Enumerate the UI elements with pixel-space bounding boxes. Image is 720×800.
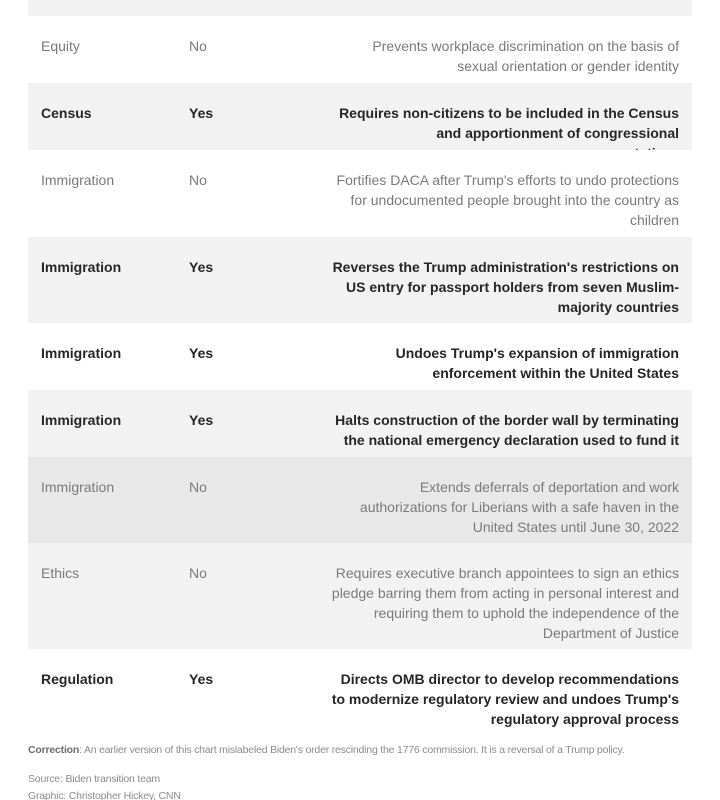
description-cell: Requires executive branch appointees to sign an ethics pledge barring them from acting in personal interest and requiring them to uphold the independence of the Department of Justice [331,565,679,641]
table-row [28,649,692,735]
table-row [28,0,692,16]
description-cell: Undoes Trump's expansion of immigration enforcement within the United States [395,345,679,381]
table-row [28,16,692,83]
reversal-cell: No [189,565,207,581]
description-cell: Directs OMB director to develop recommendations to modernize regulatory review and undoes Trump's regulatory approval process [331,671,679,727]
table-row [28,150,692,237]
table-row [28,457,692,543]
reversal-cell: Yes [189,671,214,687]
reversal-cell: Yes [189,105,214,121]
description-cell: Extends deferrals of deportation and work authorizations for Liberians with a safe haven in the United States until June 30, 2022 [359,479,679,535]
description-cell: Prevents workplace discrimination on the basis of sexual orientation or gender identity [372,38,679,74]
executive-orders-table [28,0,692,735]
topic-cell: Immigration [41,172,115,188]
topic-cell: Census [41,105,92,121]
topic-cell: Regulation [41,671,114,687]
topic-cell: Immigration [41,412,122,428]
table-row [28,237,692,323]
correction-label: Correction [28,744,80,756]
reversal-cell: No [189,172,207,188]
table-row [28,83,692,150]
description-cell: Halts construction of the border wall by terminating the national emergency declaration used to fund it [335,412,679,448]
description-cell: Reverses the Trump administration's restrictions on US entry for passport holders from seven Muslim-majority countries [332,259,679,315]
topic-cell: Immigration [41,345,122,361]
table-row [28,543,692,649]
source-note: Source: Biden transition team [28,773,160,785]
description-cell: Requires non-citizens to be included in the Census and apportionment of congressional [339,105,679,141]
topic-cell: Immigration [41,479,115,495]
reversal-cell: No [189,38,207,54]
correction-note [28,744,692,756]
topic-cell: Equity [41,38,80,54]
table-row [28,323,692,390]
topic-cell: Immigration [41,259,122,275]
reversal-cell: Yes [189,259,214,275]
table-row [28,390,692,457]
correction-text: : An earlier version of this chart mislabeled Biden's order rescinding the 1776 commission. It is a reversal of a Trump policy. [79,744,625,756]
reversal-cell: Yes [189,345,214,361]
description-cell: Fortifies DACA after Trump's efforts to undo protections for undocumented people brought into the country as children [336,172,679,228]
reversal-cell: No [189,479,207,495]
graphic-credit: Graphic: Christopher Hickey, CNN [28,790,181,800]
topic-cell: Ethics [41,565,80,581]
reversal-cell: Yes [189,412,214,428]
